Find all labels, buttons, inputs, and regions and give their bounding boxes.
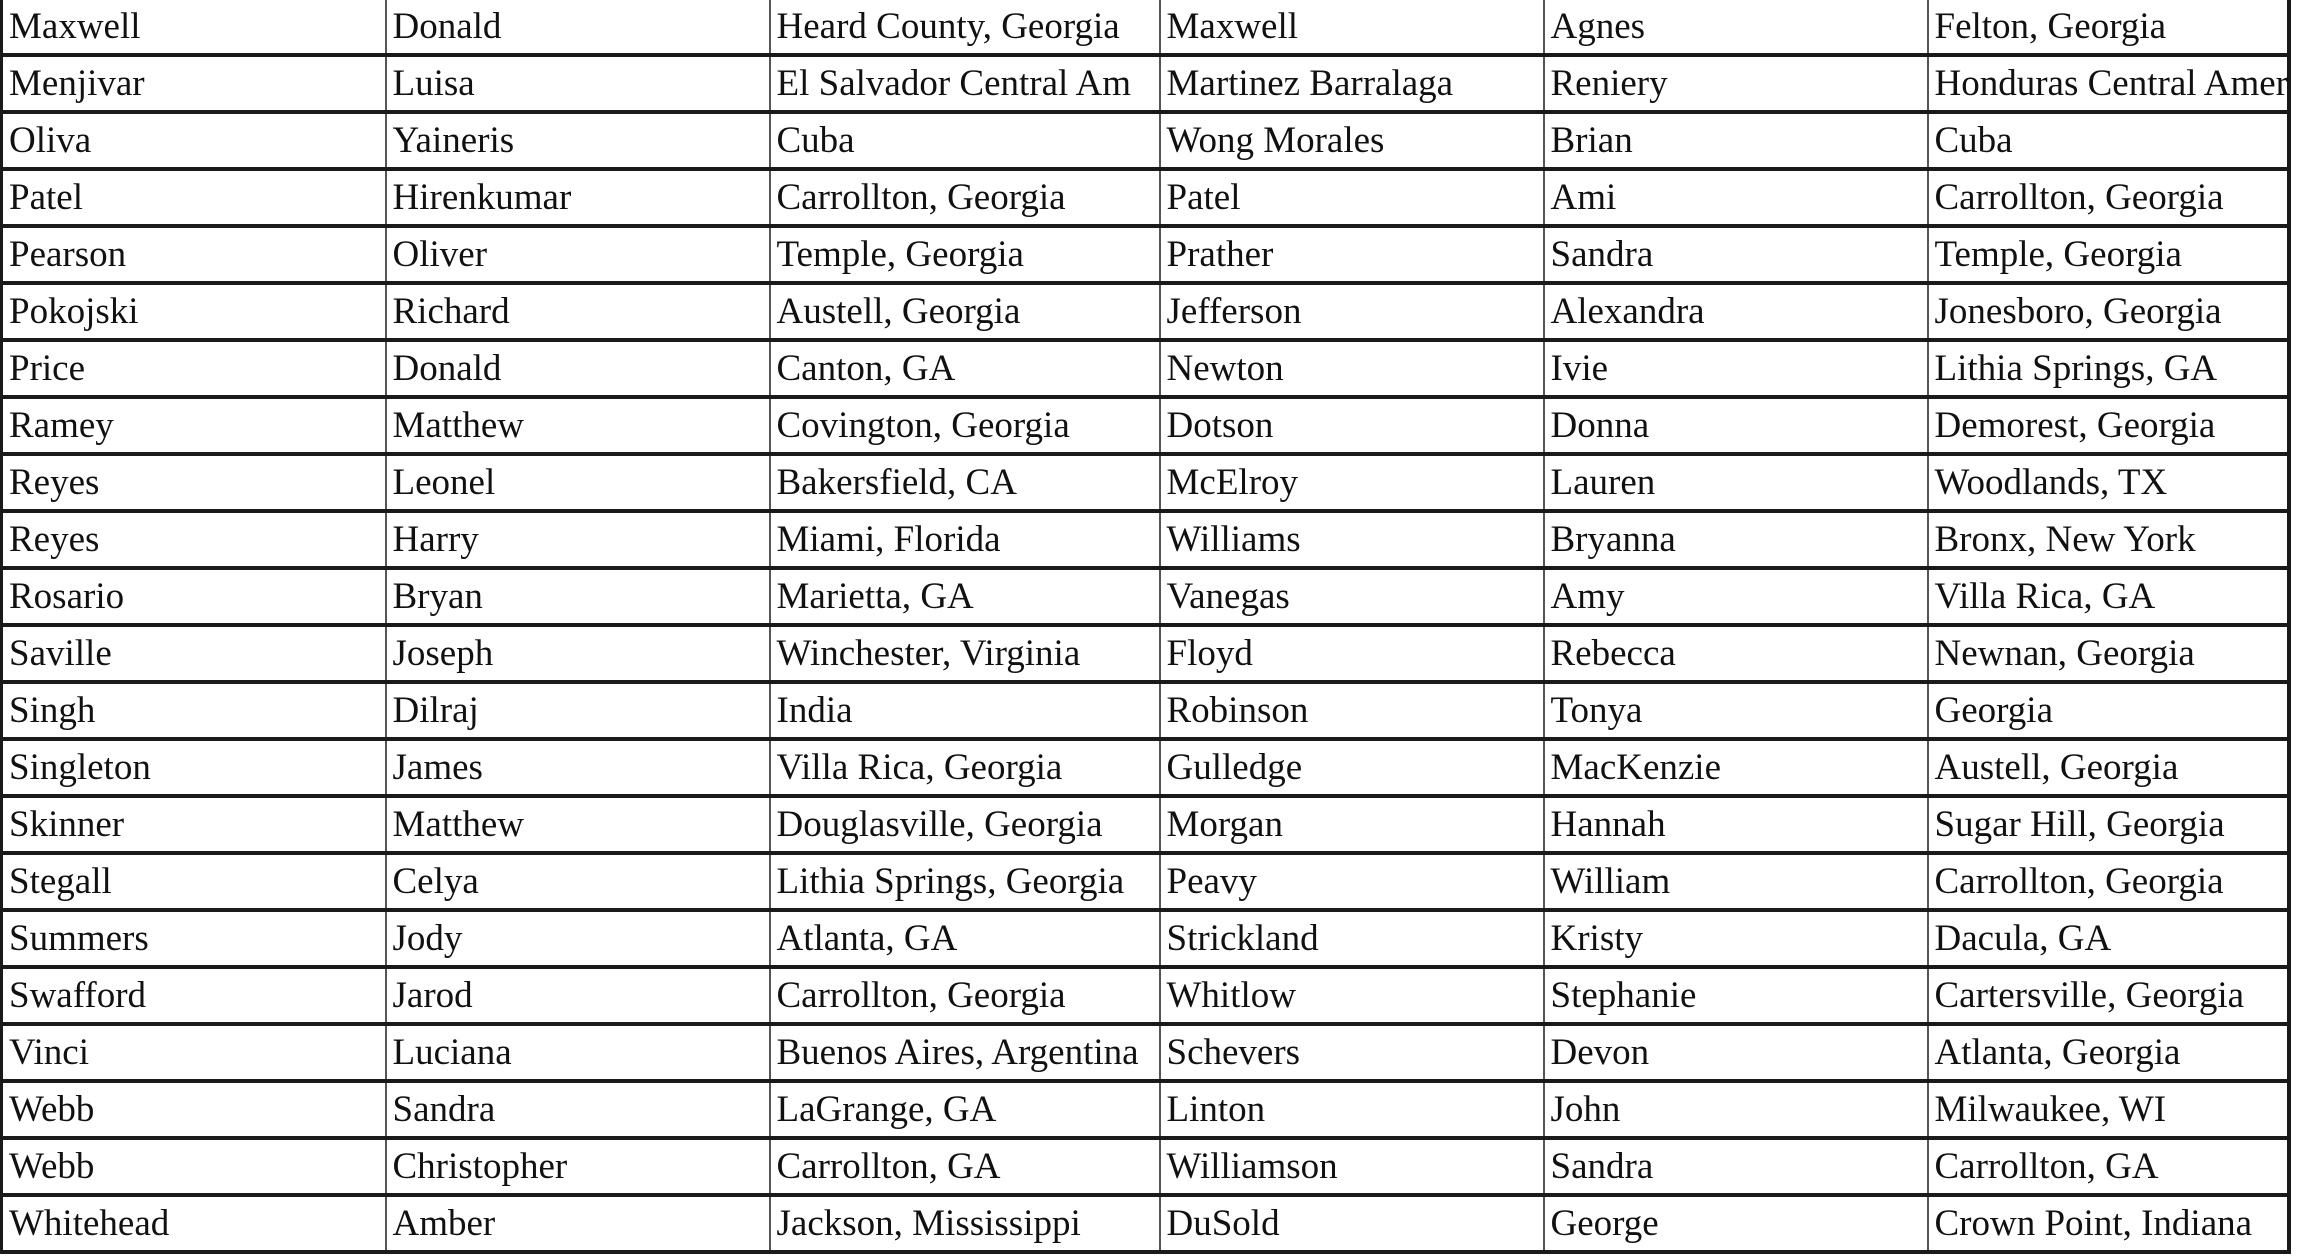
surname-cell: Ramey <box>2 397 386 454</box>
residence-cell: El Salvador Central Am <box>770 55 1160 112</box>
spouse-residence-cell: Dacula, GA <box>1928 910 2289 967</box>
spouse-residence-cell: Felton, Georgia <box>1928 0 2289 55</box>
table-row <box>2 682 2289 739</box>
given-name-cell: Oliver <box>386 226 770 283</box>
table-body <box>2 0 2289 1252</box>
surname-cell: Saville <box>2 625 386 682</box>
residence-cell: Covington, Georgia <box>770 397 1160 454</box>
given-name-cell: Celya <box>386 853 770 910</box>
residence-cell: India <box>770 682 1160 739</box>
given-name-cell: Richard <box>386 283 770 340</box>
spouse-surname-cell: Wong Morales <box>1160 112 1544 169</box>
spouse-surname-cell: Williamson <box>1160 1138 1544 1195</box>
table-row <box>2 0 2289 55</box>
surname-cell: Menjivar <box>2 55 386 112</box>
given-name-cell: Luciana <box>386 1024 770 1081</box>
spouse-given-name-cell: Brian <box>1544 112 1928 169</box>
spouse-given-name-cell: Donna <box>1544 397 1928 454</box>
table-row <box>2 967 2289 1024</box>
given-name-cell: Leonel <box>386 454 770 511</box>
residence-cell: Atlanta, GA <box>770 910 1160 967</box>
table-row <box>2 55 2289 112</box>
spouse-surname-cell: Patel <box>1160 169 1544 226</box>
table-row <box>2 1024 2289 1081</box>
spouse-given-name-cell: Ivie <box>1544 340 1928 397</box>
residence-cell: Carrollton, GA <box>770 1138 1160 1195</box>
spouse-surname-cell: Prather <box>1160 226 1544 283</box>
table-row <box>2 340 2289 397</box>
spouse-surname-cell: Newton <box>1160 340 1544 397</box>
table-row <box>2 283 2289 340</box>
residence-cell: Bakersfield, CA <box>770 454 1160 511</box>
spouse-given-name-cell: Tonya <box>1544 682 1928 739</box>
given-name-cell: Amber <box>386 1195 770 1252</box>
given-name-cell: Harry <box>386 511 770 568</box>
table-row <box>2 625 2289 682</box>
spouse-residence-cell: Milwaukee, WI <box>1928 1081 2289 1138</box>
residence-cell: Jackson, Mississippi <box>770 1195 1160 1252</box>
spouse-given-name-cell: Alexandra <box>1544 283 1928 340</box>
spouse-given-name-cell: Kristy <box>1544 910 1928 967</box>
surname-cell: Oliva <box>2 112 386 169</box>
residence-cell: Cuba <box>770 112 1160 169</box>
spouse-surname-cell: Gulledge <box>1160 739 1544 796</box>
spouse-surname-cell: Whitlow <box>1160 967 1544 1024</box>
surname-cell: Whitehead <box>2 1195 386 1252</box>
given-name-cell: Bryan <box>386 568 770 625</box>
spouse-given-name-cell: George <box>1544 1195 1928 1252</box>
spouse-surname-cell: Williams <box>1160 511 1544 568</box>
surname-cell: Singh <box>2 682 386 739</box>
spouse-residence-cell: Cuba <box>1928 112 2289 169</box>
spouse-residence-cell: Sugar Hill, Georgia <box>1928 796 2289 853</box>
table-row <box>2 1081 2289 1138</box>
surname-cell: Reyes <box>2 454 386 511</box>
spouse-given-name-cell: Agnes <box>1544 0 1928 55</box>
table-row <box>2 226 2289 283</box>
residence-cell: Heard County, Georgia <box>770 0 1160 55</box>
residence-cell: Miami, Florida <box>770 511 1160 568</box>
spouse-residence-cell: Newnan, Georgia <box>1928 625 2289 682</box>
spouse-surname-cell: McElroy <box>1160 454 1544 511</box>
surname-cell: Webb <box>2 1081 386 1138</box>
surname-cell: Price <box>2 340 386 397</box>
spouse-surname-cell: Schevers <box>1160 1024 1544 1081</box>
surname-cell: Singleton <box>2 739 386 796</box>
surname-cell: Stegall <box>2 853 386 910</box>
residence-cell: Lithia Springs, Georgia <box>770 853 1160 910</box>
spouse-given-name-cell: Sandra <box>1544 226 1928 283</box>
spouse-surname-cell: Morgan <box>1160 796 1544 853</box>
spouse-given-name-cell: Ami <box>1544 169 1928 226</box>
residence-cell: Buenos Aires, Argentina <box>770 1024 1160 1081</box>
spouse-surname-cell: Jefferson <box>1160 283 1544 340</box>
surname-cell: Reyes <box>2 511 386 568</box>
spouse-surname-cell: Peavy <box>1160 853 1544 910</box>
given-name-cell: Yaineris <box>386 112 770 169</box>
spouse-given-name-cell: Bryanna <box>1544 511 1928 568</box>
spouse-given-name-cell: MacKenzie <box>1544 739 1928 796</box>
table-row <box>2 739 2289 796</box>
table-row <box>2 397 2289 454</box>
surname-cell: Rosario <box>2 568 386 625</box>
spouse-residence-cell: Cartersville, Georgia <box>1928 967 2289 1024</box>
spouse-surname-cell: Maxwell <box>1160 0 1544 55</box>
spouse-residence-cell: Georgia <box>1928 682 2289 739</box>
given-name-cell: Dilraj <box>386 682 770 739</box>
given-name-cell: Joseph <box>386 625 770 682</box>
table-row <box>2 454 2289 511</box>
given-name-cell: Matthew <box>386 397 770 454</box>
spouse-surname-cell: Dotson <box>1160 397 1544 454</box>
residence-cell: Carrollton, Georgia <box>770 169 1160 226</box>
spouse-residence-cell: Bronx, New York <box>1928 511 2289 568</box>
given-name-cell: Sandra <box>386 1081 770 1138</box>
surname-cell: Pearson <box>2 226 386 283</box>
surname-cell: Swafford <box>2 967 386 1024</box>
spouse-given-name-cell: Devon <box>1544 1024 1928 1081</box>
spouse-given-name-cell: John <box>1544 1081 1928 1138</box>
spouse-given-name-cell: Sandra <box>1544 1138 1928 1195</box>
spouse-residence-cell: Carrollton, Georgia <box>1928 169 2289 226</box>
given-name-cell: Christopher <box>386 1138 770 1195</box>
residence-cell: Canton, GA <box>770 340 1160 397</box>
given-name-cell: Hirenkumar <box>386 169 770 226</box>
given-name-cell: James <box>386 739 770 796</box>
table-row <box>2 1138 2289 1195</box>
table-row <box>2 796 2289 853</box>
spouse-given-name-cell: Hannah <box>1544 796 1928 853</box>
given-name-cell: Jarod <box>386 967 770 1024</box>
spouse-residence-cell: Temple, Georgia <box>1928 226 2289 283</box>
residence-cell: Villa Rica, Georgia <box>770 739 1160 796</box>
residence-cell: Winchester, Virginia <box>770 625 1160 682</box>
residence-cell: Temple, Georgia <box>770 226 1160 283</box>
spouse-residence-cell: Villa Rica, GA <box>1928 568 2289 625</box>
spouse-given-name-cell: William <box>1544 853 1928 910</box>
spouse-residence-cell: Carrollton, Georgia <box>1928 853 2289 910</box>
residence-cell: Austell, Georgia <box>770 283 1160 340</box>
spouse-residence-cell: Honduras Central Amer <box>1928 55 2289 112</box>
table-row <box>2 853 2289 910</box>
given-name-cell: Donald <box>386 0 770 55</box>
spouse-residence-cell: Carrollton, GA <box>1928 1138 2289 1195</box>
given-name-cell: Donald <box>386 340 770 397</box>
residence-cell: Marietta, GA <box>770 568 1160 625</box>
spouse-residence-cell: Demorest, Georgia <box>1928 397 2289 454</box>
spouse-given-name-cell: Amy <box>1544 568 1928 625</box>
given-name-cell: Matthew <box>386 796 770 853</box>
spouse-surname-cell: Strickland <box>1160 910 1544 967</box>
spouse-residence-cell: Crown Point, Indiana <box>1928 1195 2289 1252</box>
table-row <box>2 169 2289 226</box>
spouse-given-name-cell: Stephanie <box>1544 967 1928 1024</box>
spouse-given-name-cell: Reniery <box>1544 55 1928 112</box>
residence-cell: Douglasville, Georgia <box>770 796 1160 853</box>
spouse-residence-cell: Lithia Springs, GA <box>1928 340 2289 397</box>
spouse-residence-cell: Jonesboro, Georgia <box>1928 283 2289 340</box>
spouse-surname-cell: Floyd <box>1160 625 1544 682</box>
spouse-residence-cell: Atlanta, Georgia <box>1928 1024 2289 1081</box>
spouse-surname-cell: Linton <box>1160 1081 1544 1138</box>
surname-cell: Skinner <box>2 796 386 853</box>
spouse-surname-cell: Robinson <box>1160 682 1544 739</box>
surname-cell: Webb <box>2 1138 386 1195</box>
spouse-given-name-cell: Rebecca <box>1544 625 1928 682</box>
residence-cell: LaGrange, GA <box>770 1081 1160 1138</box>
surname-cell: Summers <box>2 910 386 967</box>
table-row <box>2 1195 2289 1252</box>
spouse-residence-cell: Austell, Georgia <box>1928 739 2289 796</box>
table-row <box>2 511 2289 568</box>
given-name-cell: Luisa <box>386 55 770 112</box>
table-row <box>2 112 2289 169</box>
spouse-surname-cell: DuSold <box>1160 1195 1544 1252</box>
spouse-surname-cell: Vanegas <box>1160 568 1544 625</box>
residence-cell: Carrollton, Georgia <box>770 967 1160 1024</box>
surname-cell: Patel <box>2 169 386 226</box>
table-row <box>2 910 2289 967</box>
spouse-residence-cell: Woodlands, TX <box>1928 454 2289 511</box>
table-row <box>2 568 2289 625</box>
surname-cell: Pokojski <box>2 283 386 340</box>
spouse-given-name-cell: Lauren <box>1544 454 1928 511</box>
surname-cell: Vinci <box>2 1024 386 1081</box>
spouse-surname-cell: Martinez Barralaga <box>1160 55 1544 112</box>
given-name-cell: Jody <box>386 910 770 967</box>
surname-cell: Maxwell <box>2 0 386 55</box>
